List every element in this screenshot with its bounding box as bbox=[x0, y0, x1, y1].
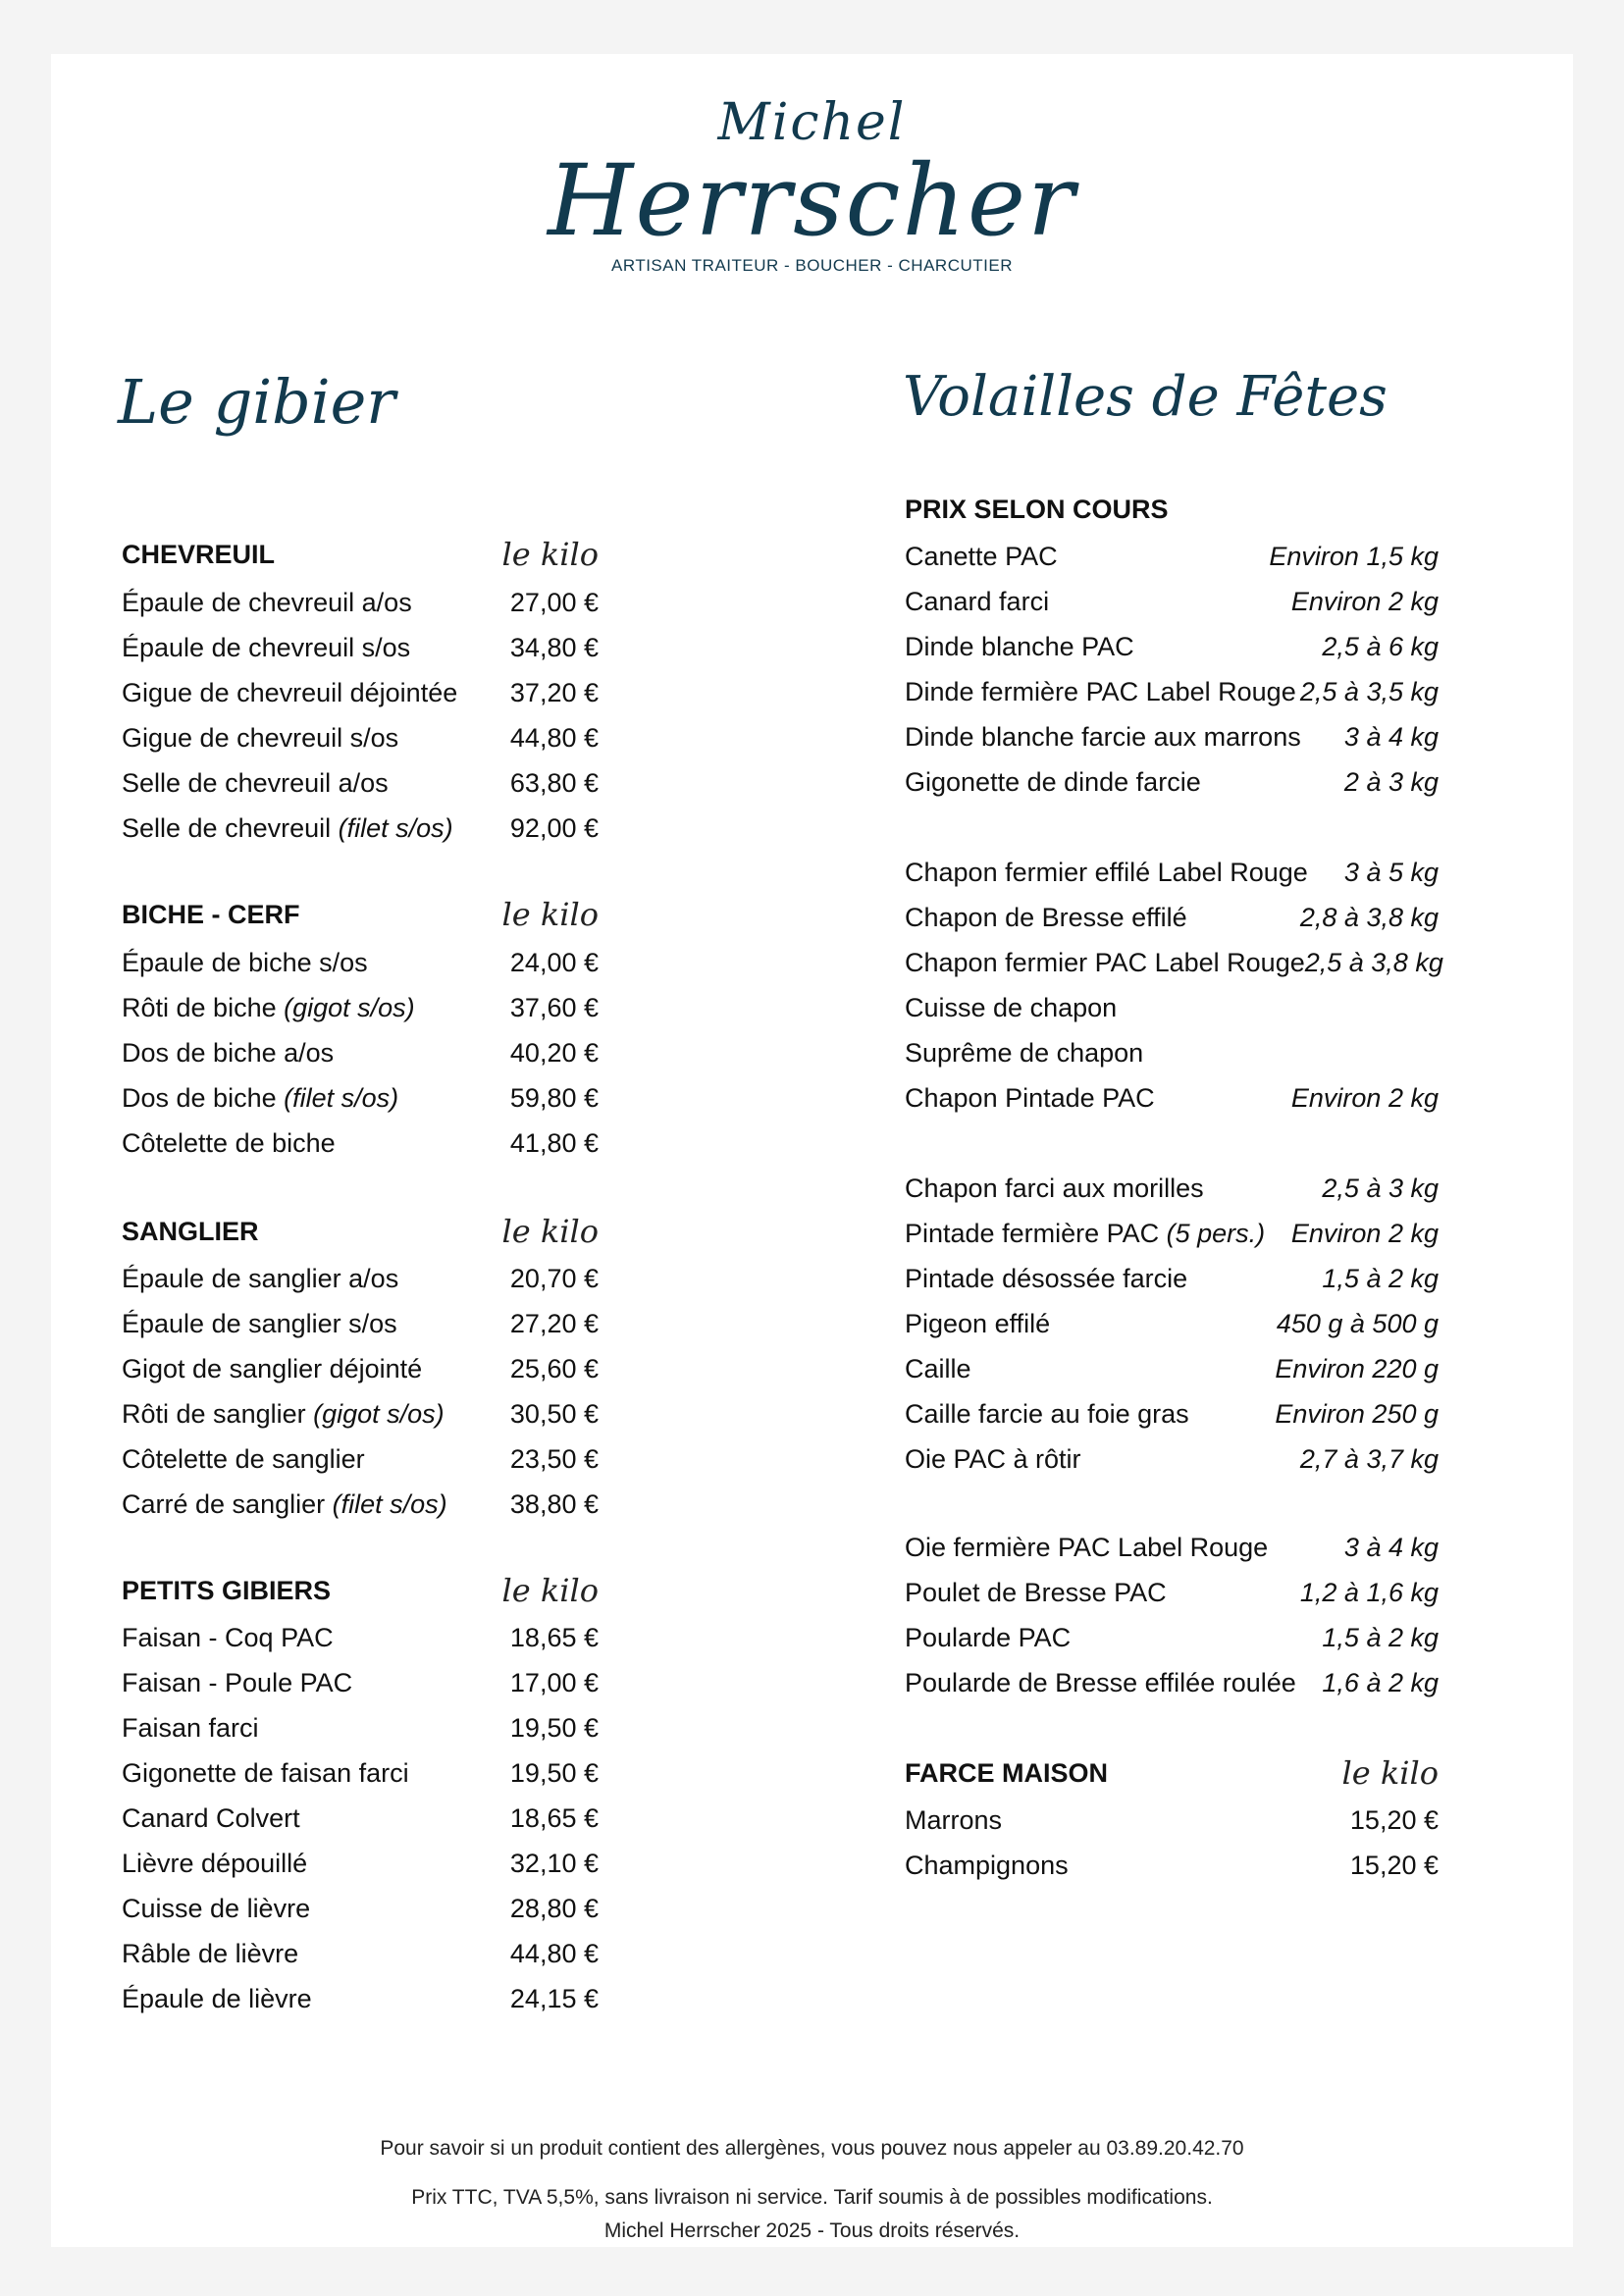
list-item bbox=[122, 676, 599, 709]
item-price: 23,50 € bbox=[509, 1444, 599, 1474]
list-item bbox=[122, 1711, 599, 1745]
item-weight: 2,7 à 3,7 kg bbox=[1299, 1444, 1439, 1474]
item-name: Épaule de sanglier s/os bbox=[122, 1309, 397, 1338]
item-name: Chapon Pintade PAC bbox=[905, 1083, 1155, 1113]
list-item bbox=[905, 1666, 1439, 1699]
item-price: 18,65 € bbox=[509, 1803, 599, 1833]
list-item bbox=[905, 1172, 1439, 1205]
item-name: Râble de lièvre bbox=[122, 1939, 299, 1968]
item-price: 19,50 € bbox=[509, 1758, 599, 1788]
list-item bbox=[905, 540, 1439, 573]
item-price: 25,60 € bbox=[509, 1354, 599, 1383]
brand-tagline: ARTISAN TRAITEUR - BOUCHER - CHARCUTIER bbox=[611, 256, 1013, 275]
section-petits-gibiers-header bbox=[122, 1574, 599, 1607]
item-name: Gigue de chevreuil s/os bbox=[122, 723, 399, 753]
item-name: Gigonette de faisan farci bbox=[122, 1758, 409, 1788]
item-name: Chapon farci aux morilles bbox=[905, 1174, 1204, 1203]
item-note: (filet s/os) bbox=[332, 1489, 447, 1519]
brand-last-name: Herrscher bbox=[548, 143, 1076, 258]
list-item bbox=[905, 1081, 1439, 1115]
item-price: 30,50 € bbox=[509, 1399, 599, 1429]
item-name: Rôti de biche bbox=[122, 993, 285, 1022]
item-price: 41,80 € bbox=[509, 1128, 599, 1158]
list-item bbox=[122, 1621, 599, 1654]
item-weight: 450 g à 500 g bbox=[1276, 1309, 1439, 1338]
item-price: 28,80 € bbox=[509, 1894, 599, 1923]
list-item bbox=[905, 1397, 1439, 1431]
item-price: 40,20 € bbox=[509, 1038, 599, 1068]
item-name: Épaule de chevreuil s/os bbox=[122, 633, 411, 662]
item-weight: 2,5 à 3,5 kg bbox=[1299, 677, 1439, 706]
item-note: (filet s/os) bbox=[338, 813, 453, 843]
section-name: FARCE MAISON bbox=[905, 1758, 1109, 1788]
price-heading bbox=[905, 493, 1439, 526]
item-name: Champignons bbox=[905, 1851, 1069, 1880]
brand-first-name: Michel bbox=[717, 93, 907, 152]
list-item bbox=[905, 765, 1439, 799]
item-weight: Environ 2 kg bbox=[1290, 1219, 1439, 1248]
item-weight: Environ 220 g bbox=[1275, 1354, 1439, 1383]
list-item bbox=[122, 586, 599, 619]
list-item bbox=[905, 1307, 1439, 1340]
item-name: Dinde fermière PAC Label Rouge bbox=[905, 677, 1296, 706]
item-name: Faisan - Coq PAC bbox=[122, 1623, 334, 1652]
footer-terms: Prix TTC, TVA 5,5%, sans livraison ni service. Tarif soumis à de possibles modifications. bbox=[411, 2186, 1213, 2209]
item-price: 18,65 € bbox=[509, 1623, 599, 1652]
section-unit: le kilo bbox=[1341, 1754, 1439, 1792]
section-name: CHEVREUIL bbox=[122, 540, 276, 569]
item-name: Dos de biche bbox=[122, 1083, 285, 1113]
item-name: Chapon de Bresse effilé bbox=[905, 903, 1187, 932]
list-item bbox=[122, 1397, 599, 1431]
list-item bbox=[905, 1576, 1439, 1609]
item-price: 37,60 € bbox=[509, 993, 599, 1022]
item-name: Caille bbox=[905, 1354, 971, 1383]
item-price: 15,20 € bbox=[1349, 1805, 1439, 1835]
item-weight: 2,8 à 3,8 kg bbox=[1299, 903, 1439, 932]
item-weight: 1,2 à 1,6 kg bbox=[1299, 1578, 1439, 1607]
item-name: Pintade fermière PAC bbox=[905, 1219, 1167, 1248]
item-name: Dinde blanche farcie aux marrons bbox=[905, 722, 1301, 752]
item-price: 24,15 € bbox=[509, 1984, 599, 2013]
item-note: (filet s/os) bbox=[284, 1083, 399, 1113]
section-name: PRIX SELON COURS bbox=[905, 495, 1169, 524]
list-item bbox=[905, 1442, 1439, 1476]
section-name: PETITS GIBIERS bbox=[122, 1576, 332, 1605]
item-name: Faisan farci bbox=[122, 1713, 259, 1743]
item-weight: 1,5 à 2 kg bbox=[1322, 1623, 1439, 1652]
item-name: Pintade désossée farcie bbox=[905, 1264, 1188, 1293]
item-name: Suprême de chapon bbox=[905, 1038, 1144, 1068]
item-name: Épaule de sanglier a/os bbox=[122, 1264, 399, 1293]
list-item bbox=[122, 811, 599, 845]
list-item bbox=[122, 1126, 599, 1160]
item-name: Poularde PAC bbox=[905, 1623, 1072, 1652]
item-name: Marrons bbox=[905, 1805, 1003, 1835]
list-item bbox=[905, 901, 1439, 934]
item-weight: 2,5 à 6 kg bbox=[1322, 632, 1439, 661]
list-item bbox=[905, 720, 1439, 754]
section-unit: le kilo bbox=[501, 896, 599, 933]
section-biche-header bbox=[122, 898, 599, 931]
list-item bbox=[122, 1036, 599, 1070]
item-name: Oie fermière PAC Label Rouge bbox=[905, 1533, 1269, 1562]
section-unit: le kilo bbox=[501, 1213, 599, 1250]
list-item bbox=[905, 1849, 1439, 1882]
section-chevreuil-header bbox=[122, 538, 599, 571]
item-price: 19,50 € bbox=[509, 1713, 599, 1743]
list-item bbox=[122, 1262, 599, 1295]
item-price: 24,00 € bbox=[509, 948, 599, 977]
list-item bbox=[122, 1756, 599, 1790]
item-name: Caille farcie au foie gras bbox=[905, 1399, 1189, 1429]
list-item bbox=[122, 1937, 599, 1970]
item-price: 37,20 € bbox=[509, 678, 599, 707]
section-unit: le kilo bbox=[501, 536, 599, 573]
item-name: Canard Colvert bbox=[122, 1803, 300, 1833]
item-weight: 2,5 à 3,8 kg bbox=[1304, 948, 1443, 977]
list-item bbox=[122, 631, 599, 664]
item-price: 63,80 € bbox=[509, 768, 599, 798]
item-price: 15,20 € bbox=[1349, 1851, 1439, 1880]
item-price: 92,00 € bbox=[509, 813, 599, 843]
section-farce-header bbox=[905, 1756, 1439, 1790]
list-item bbox=[905, 1531, 1439, 1564]
item-weight: Environ 2 kg bbox=[1290, 587, 1439, 616]
item-name: Cuisse de chapon bbox=[905, 993, 1118, 1022]
item-name: Poularde de Bresse effilée roulée bbox=[905, 1668, 1296, 1697]
list-item bbox=[122, 1352, 599, 1385]
item-name: Lièvre dépouillé bbox=[122, 1849, 308, 1878]
item-note: (5 pers.) bbox=[1166, 1219, 1266, 1248]
list-item bbox=[122, 1442, 599, 1476]
item-name: Oie PAC à rôtir bbox=[905, 1444, 1081, 1474]
section-name: BICHE - CERF bbox=[122, 900, 300, 929]
list-item bbox=[905, 991, 1439, 1024]
item-name: Canard farci bbox=[905, 587, 1050, 616]
list-item bbox=[122, 946, 599, 979]
list-item bbox=[905, 630, 1439, 663]
item-name: Gigue de chevreuil déjointée bbox=[122, 678, 458, 707]
list-item bbox=[122, 1307, 599, 1340]
footer-allergens: Pour savoir si un produit contient des allergènes, vous pouvez nous appeler au 03.89.20.42.70 bbox=[380, 2137, 1244, 2160]
item-name: Côtelette de sanglier bbox=[122, 1444, 365, 1474]
item-weight: Environ 2 kg bbox=[1290, 1083, 1439, 1113]
right-title: Volailles de Fêtes bbox=[903, 365, 1388, 429]
footer-copyright: Michel Herrscher 2025 - Tous droits réservés. bbox=[603, 2219, 1021, 2242]
item-name: Rôti de sanglier bbox=[122, 1399, 314, 1429]
item-name: Faisan - Poule PAC bbox=[122, 1668, 353, 1697]
list-item bbox=[905, 1262, 1439, 1295]
list-item bbox=[905, 1217, 1439, 1250]
item-name: Côtelette de biche bbox=[122, 1128, 336, 1158]
item-weight: 1,5 à 2 kg bbox=[1322, 1264, 1439, 1293]
item-price: 38,80 € bbox=[509, 1489, 599, 1519]
item-name: Pigeon effilé bbox=[905, 1309, 1051, 1338]
item-name: Cuisse de lièvre bbox=[122, 1894, 311, 1923]
section-name: SANGLIER bbox=[122, 1217, 259, 1246]
list-item bbox=[905, 1352, 1439, 1385]
item-weight: Environ 250 g bbox=[1275, 1399, 1439, 1429]
item-weight: 3 à 5 kg bbox=[1343, 858, 1439, 887]
item-price: 34,80 € bbox=[509, 633, 599, 662]
item-weight: 2 à 3 kg bbox=[1343, 767, 1439, 797]
item-price: 32,10 € bbox=[509, 1849, 599, 1878]
list-item bbox=[122, 1847, 599, 1880]
list-item bbox=[122, 1892, 599, 1925]
list-item bbox=[122, 1801, 599, 1835]
item-name: Épaule de lièvre bbox=[122, 1984, 312, 2013]
item-name: Dinde blanche PAC bbox=[905, 632, 1134, 661]
item-name: Gigot de sanglier déjointé bbox=[122, 1354, 423, 1383]
item-name: Selle de chevreuil bbox=[122, 813, 339, 843]
list-item bbox=[905, 946, 1443, 979]
item-price: 20,70 € bbox=[509, 1264, 599, 1293]
list-item bbox=[905, 585, 1439, 618]
item-note: (gigot s/os) bbox=[284, 993, 415, 1022]
brand-logo bbox=[0, 93, 1624, 276]
item-price: 44,80 € bbox=[509, 1939, 599, 1968]
item-note: (gigot s/os) bbox=[313, 1399, 445, 1429]
list-item bbox=[905, 675, 1439, 708]
item-price: 27,20 € bbox=[509, 1309, 599, 1338]
list-item bbox=[122, 1081, 599, 1115]
item-weight: 2,5 à 3 kg bbox=[1322, 1174, 1439, 1203]
item-name: Selle de chevreuil a/os bbox=[122, 768, 389, 798]
item-weight: 3 à 4 kg bbox=[1343, 1533, 1439, 1562]
list-item bbox=[905, 1036, 1439, 1070]
item-name: Canette PAC bbox=[905, 542, 1058, 571]
item-weight: Environ 1,5 kg bbox=[1269, 542, 1439, 571]
left-title: Le gibier bbox=[118, 366, 395, 438]
list-item bbox=[905, 856, 1439, 889]
item-price: 44,80 € bbox=[509, 723, 599, 753]
item-name: Gigonette de dinde farcie bbox=[905, 767, 1201, 797]
list-item bbox=[905, 1803, 1439, 1837]
list-item bbox=[122, 991, 599, 1024]
item-weight: 3 à 4 kg bbox=[1343, 722, 1439, 752]
item-name: Poulet de Bresse PAC bbox=[905, 1578, 1167, 1607]
item-weight: 1,6 à 2 kg bbox=[1322, 1668, 1439, 1697]
item-name: Chapon fermier PAC Label Rouge bbox=[905, 948, 1305, 977]
item-name: Chapon fermier effilé Label Rouge bbox=[905, 858, 1308, 887]
list-item bbox=[122, 1487, 599, 1521]
list-item bbox=[122, 1666, 599, 1699]
list-item bbox=[122, 766, 599, 800]
list-item bbox=[122, 721, 599, 755]
item-price: 27,00 € bbox=[509, 588, 599, 617]
item-name: Épaule de biche s/os bbox=[122, 948, 368, 977]
item-price: 59,80 € bbox=[509, 1083, 599, 1113]
item-price: 17,00 € bbox=[509, 1668, 599, 1697]
item-name: Épaule de chevreuil a/os bbox=[122, 588, 412, 617]
item-name: Dos de biche a/os bbox=[122, 1038, 335, 1068]
item-name: Carré de sanglier bbox=[122, 1489, 333, 1519]
section-sanglier-header bbox=[122, 1215, 599, 1248]
list-item bbox=[905, 1621, 1439, 1654]
list-item bbox=[122, 1982, 599, 2015]
section-unit: le kilo bbox=[501, 1572, 599, 1609]
